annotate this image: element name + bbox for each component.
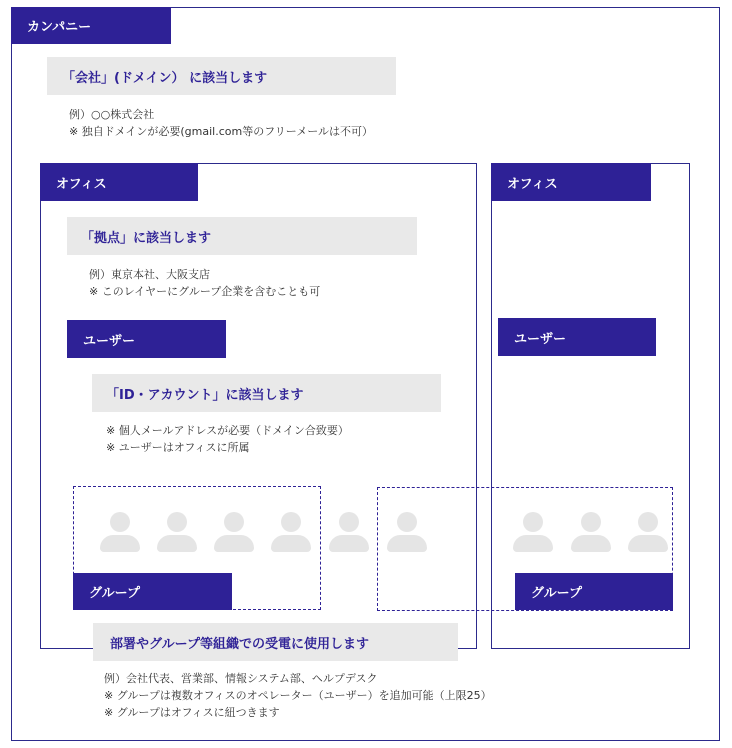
user-note-office: ※ ユーザーはオフィスに所属 xyxy=(106,441,250,454)
user-icon xyxy=(100,512,140,552)
group-tag-left: グループ xyxy=(73,573,232,610)
office-notes xyxy=(89,266,320,300)
company-heading: 「会社」(ドメイン） に該当します xyxy=(47,57,396,95)
group-tag-right: グループ xyxy=(515,573,673,610)
user-icon xyxy=(214,512,254,552)
group-note-operators: ※ グループは複数オフィスのオペレーター（ユーザー）を追加可能（上限25） xyxy=(104,689,492,702)
user-icon xyxy=(628,512,668,552)
company-notes xyxy=(69,106,373,140)
company-tag: カンパニー xyxy=(11,7,171,44)
user-icon xyxy=(157,512,197,552)
group-note-office-link: ※ グループはオフィスに紐つきます xyxy=(104,706,280,719)
user-tag-left: ユーザー xyxy=(67,320,226,358)
user-icon xyxy=(571,512,611,552)
user-notes xyxy=(106,422,349,456)
user-icon xyxy=(271,512,311,552)
user-heading: 「ID・アカウント」に該当します xyxy=(92,374,441,412)
office-tag-left: オフィス xyxy=(40,163,198,201)
office-note-group-companies: ※ このレイヤーにグループ企業を含むことも可 xyxy=(89,285,321,298)
user-note-email: ※ 個人メールアドレスが必要（ドメイン合致要） xyxy=(106,424,349,437)
group-note-example: 例）会社代表、営業部、情報システム部、ヘルプデスク xyxy=(104,672,378,685)
user-icon xyxy=(513,512,553,552)
user-tag-right: ユーザー xyxy=(498,318,656,356)
office-tag-right: オフィス xyxy=(491,163,651,201)
user-icon xyxy=(387,512,427,552)
user-icon xyxy=(329,512,369,552)
group-notes xyxy=(104,670,492,721)
office-heading: 「拠点」に該当します xyxy=(67,217,417,255)
company-note-domain: ※ 独自ドメインが必要(gmail.com等のフリーメールは不可） xyxy=(69,125,374,138)
company-note-example: 例）○○株式会社 xyxy=(69,108,155,121)
office-note-example: 例）東京本社、大阪支店 xyxy=(89,268,210,281)
group-heading: 部署やグループ等組織での受電に使用します xyxy=(93,623,458,661)
